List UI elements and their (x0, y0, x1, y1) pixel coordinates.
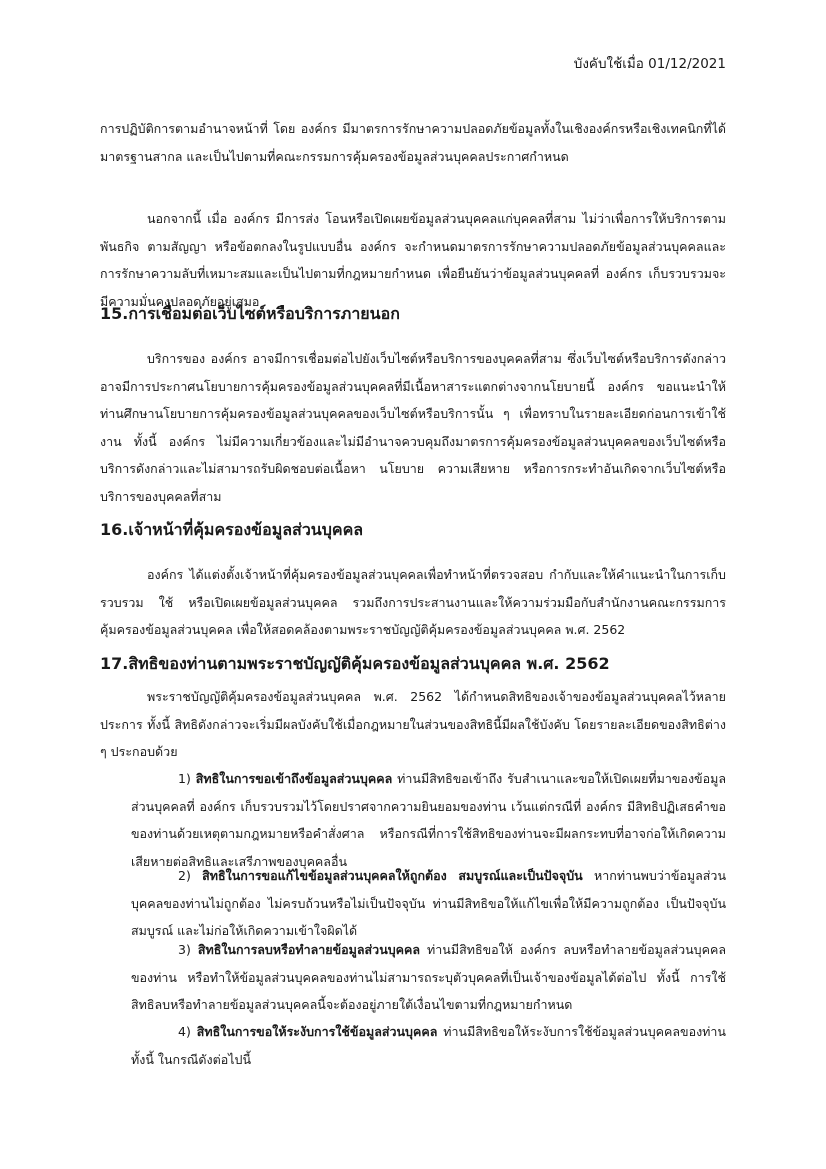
right-number: 4) (178, 1024, 191, 1039)
intro-paragraph-2: นอกจากนี้ เมื่อ องค์กร มีการส่ง โอนหรือเปิดเผยข้อมูลส่วนบุคคลแก่บุคคลที่สาม ไม่ว่าเพื่อการให้บริการตามพันธกิจ ตามสัญญา หรือข้อตกลงในรูปแบบอื่น องค์กร จะกำหนดมาตรการรักษาความปลอดภัยข้อมูลส่วนบุคคลและการรักษาความลับที่เหมาะสมและเป็นไปตามที่กฎหมายกำหนด เพื่อยืนยันว่าข้อมูลส่วนบุคคลที่ องค์กร เก็บรวบรวมจะมีความมั่นคงปลอดภัยอยู่เสมอ (100, 211, 726, 309)
right-item-2 (131, 862, 726, 945)
section-16-heading (100, 517, 726, 543)
section-16-body: องค์กร ได้แต่งตั้งเจ้าหน้าที่คุ้มครองข้อมูลส่วนบุคคลเพื่อทำหน้าที่ตรวจสอบ กำกับและให้คำแนะนำในการเก็บรวบรวม ใช้ หรือเปิดเผยข้อมูลส่วนบุคคล รวมถึงการประสานงานและให้ความร่วมมือกับสำนักงานคณะกรรมการคุ้มครองข้อมูลส่วนบุคคล เพื่อให้สอดคล้องตามพระราชบัญญัติคุ้มครองข้อมูลส่วนบุคคล พ.ศ. 2562 (100, 567, 726, 637)
section-15-heading (100, 301, 726, 327)
right-title: สิทธิในการขอแก้ไขข้อมูลส่วนบุคคลให้ถูกต้อง สมบูรณ์และเป็นปัจจุบัน (202, 868, 583, 883)
section-number: 17. (100, 654, 129, 673)
section-17-body: พระราชบัญญัติคุ้มครองข้อมูลส่วนบุคคล พ.ศ. 2562 ได้กำหนดสิทธิของเจ้าของข้อมูลส่วนบุคคลไว้หลายประการ ทั้งนี้ สิทธิดังกล่าวจะเริ่มมีผลบังคับใช้เมื่อกฎหมายในส่วนของสิทธินี้มีผลใช้บังคับ โดยรายละเอียดของสิทธิต่าง ๆ ประกอบด้วย (100, 689, 726, 759)
section-title: การเชื่อมต่อเว็บไซต์หรือบริการภายนอก (128, 304, 400, 323)
right-item-4 (131, 1018, 726, 1073)
section-number: 15. (100, 304, 129, 323)
right-number: 2) (178, 868, 191, 883)
section-title: สิทธิของท่านตามพระราชบัญญัติคุ้มครองข้อมูลส่วนบุคคล พ.ศ. 2562 (128, 654, 610, 673)
right-text: ท่านมีสิทธิขอให้ องค์กร ลบหรือทำลายข้อมูลส่วนบุคคลของท่าน หรือทำให้ข้อมูลส่วนบุคคลของท่านไม่สามารถระบุตัวบุคคลที่เป็นเจ้าของข้อมูลได้ต่อไป ทั้งนี้ การใช้สิทธิลบหรือทำลายข้อมูลส่วนบุคคลนี้จะต้องอยู่ภายใต้เงื่อนไขตามที่กฎหมายกำหนด (131, 942, 726, 1012)
right-title: สิทธิในการขอให้ระงับการใช้ข้อมูลส่วนบุคคล (196, 1024, 438, 1039)
right-text: ท่านมีสิทธิขอเข้าถึง รับสำเนาและขอให้เปิดเผยที่มาของข้อมูลส่วนบุคคลที่ องค์กร เก็บรวบรวมไว้โดยปราศจากความยินยอมของท่าน เว้นแต่กรณีที่ องค์กร มีสิทธิปฏิเสธคำขอของท่านด้วยเหตุตามกฎหมายหรือคำสั่งศาล หรือกรณีที่การใช้สิทธิของท่านจะมีผลกระทบที่อาจก่อให้เกิดความเสียหายต่อสิทธิและเสรีภาพของบุคคลอื่น (131, 771, 726, 869)
right-title: สิทธิในการลบหรือทำลายข้อมูลส่วนบุคคล (197, 942, 421, 957)
right-text: ท่านมีสิทธิขอให้ระงับการใช้ข้อมูลส่วนบุคคลของท่าน ทั้งนี้ ในกรณีดังต่อไปนี้ (131, 1024, 726, 1067)
section-15-body: บริการของ องค์กร อาจมีการเชื่อมต่อไปยังเว็บไซต์หรือบริการของบุคคลที่สาม ซึ่งเว็บไซต์หรือบริการดังกล่าวอาจมีการประกาศนโยบายการคุ้มครองข้อมูลส่วนบุคคลที่มีเนื้อหาสาระแตกต่างจากนโยบายนี้ องค์กร ขอแนะนำให้ท่านศึกษานโยบายการคุ้มครองข้อมูลส่วนบุคคลของเว็บไซต์หรือบริการนั้น ๆ เพื่อทราบในรายละเอียดก่อนการเข้าใช้งาน ทั้งนี้ องค์กร ไม่มีความเกี่ยวข้องและไม่มีอำนาจควบคุมถึงมาตรการคุ้มครองข้อมูลส่วนบุคคลของเว็บไซต์หรือบริการดังกล่าวและไม่สามารถรับผิดชอบต่อเนื้อหา นโยบาย ความเสียหาย หรือการกระทำอันเกิดจากเว็บไซต์หรือบริการของบุคคลที่สาม (100, 351, 726, 504)
right-item-3 (131, 936, 726, 1019)
right-number: 1) (178, 771, 191, 786)
right-number: 3) (178, 942, 191, 957)
section-17-heading (100, 651, 726, 677)
effective-date: บังคับใช้เมื่อ 01/12/2021 (573, 56, 726, 72)
right-item-1 (131, 765, 726, 875)
right-text: หากท่านพบว่าข้อมูลส่วนบุคคลของท่านไม่ถูกต้อง ไม่ครบถ้วนหรือไม่เป็นปัจจุบัน ท่านมีสิทธิขอให้แก้ไขเพื่อให้มีความถูกต้อง เป็นปัจจุบัน สมบูรณ์ และไม่ก่อให้เกิดความเข้าใจผิดได้ (131, 868, 726, 938)
right-title: สิทธิในการขอเข้าถึงข้อมูลส่วนบุคคล (195, 771, 393, 786)
section-number: 16. (100, 520, 129, 539)
intro-paragraph-1: การปฏิบัติการตามอำนาจหน้าที่ โดย องค์กร มีมาตรการรักษาความปลอดภัยข้อมูลทั้งในเชิงองค์กรหรือเชิงเทคนิกที่ได้มาตรฐานสากล และเป็นไปตามที่คณะกรรมการคุ้มครองข้อมูลส่วนบุคคลประกาศกำหนด (100, 121, 726, 164)
section-title: เจ้าหน้าที่คุ้มครองข้อมูลส่วนบุคคล (128, 520, 364, 539)
